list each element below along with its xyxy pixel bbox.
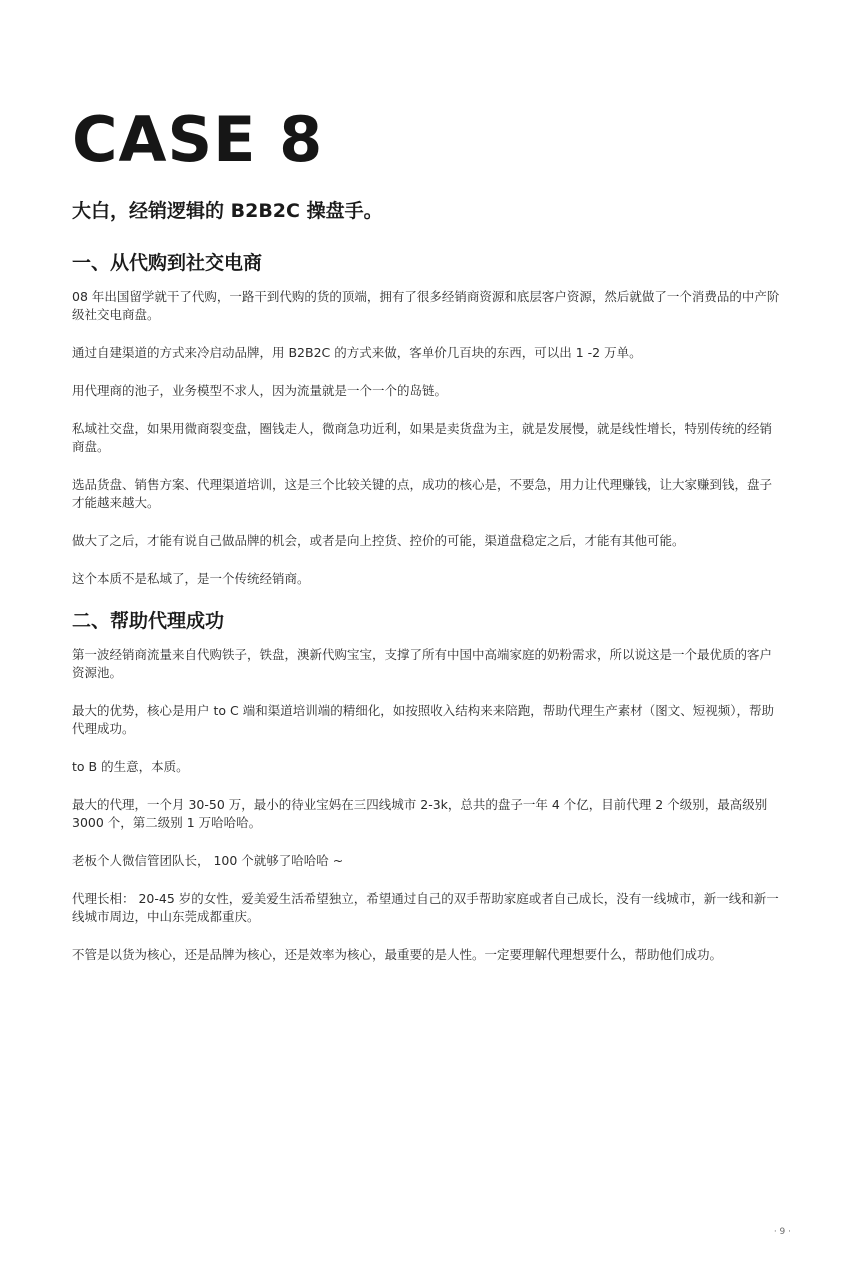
section-from-daigou-to-social-ecommerce <box>72 250 784 608</box>
paragraph: 私域社交盘，如果用微商裂变盘，圈钱走人，微商急功近利，如果是卖货盘为主，就是发展慢，就是线性增长，特别传统的经销商盘。 <box>72 421 773 454</box>
paragraph: 通过自建渠道的方式来冷启动品牌，用 B2B2C 的方式来做，客单价几百块的东西，可以出 1 -2 万单。 <box>72 345 642 360</box>
section-heading: 一、从代购到社交电商 <box>72 252 263 274</box>
paragraph: 最大的优势，核心是用户 to C 端和渠道培训端的精细化，如按照收入结构来来陪跑，帮助代理生产素材（图文、短视频），帮助代理成功。 <box>72 703 774 736</box>
paragraph: 最大的代理，一个月 30-50 万，最小的待业宝妈在三四线城市 2-3k，总共的盘子一年 4 个亿，目前代理 2 个级别，最高级别 3000 个，第二级别 1 万哈哈哈。 <box>72 797 768 830</box>
case-title: CASE 8 <box>72 103 324 176</box>
paragraph: 老板个人微信管团队长， 100 个就够了哈哈哈 ~ <box>72 853 344 868</box>
paragraph: 做大了之后，才能有说自己做品牌的机会，或者是向上控货、控价的可能，渠道盘稳定之后，才能有其他可能。 <box>72 533 685 548</box>
paragraph: 08 年出国留学就干了代购，一路干到代购的货的顶端，拥有了很多经销商资源和底层客户资源，然后就做了一个消费品的中产阶级社交电商盘。 <box>72 289 780 322</box>
paragraph: 用代理商的池子，业务模型不求人，因为流量就是一个一个的岛链。 <box>72 383 448 398</box>
page-number: · 9 · <box>773 1227 791 1237</box>
paragraph: 选品货盘、销售方案、代理渠道培训，这是三个比较关键的点，成功的核心是，不要急，用力让代理赚钱，让大家赚到钱，盘子才能越来越大。 <box>72 477 773 510</box>
paragraph: to B 的生意，本质。 <box>72 759 189 774</box>
paragraph: 不管是以货为核心，还是品牌为核心，还是效率为核心，最重要的是人性。一定要理解代理想要什么，帮助他们成功。 <box>72 947 723 962</box>
case-subtitle: 大白，经销逻辑的 B2B2C 操盘手。 <box>72 200 383 222</box>
section-heading: 二、帮助代理成功 <box>72 610 225 632</box>
paragraph: 第一波经销商流量来自代购铁子，铁盘，澳新代购宝宝，支撑了所有中国中高端家庭的奶粉需求，所以说这是一个最优质的客户资源池。 <box>72 647 773 680</box>
section-help-agents-succeed <box>72 608 784 984</box>
paragraph: 这个本质不是私域了，是一个传统经销商。 <box>72 571 310 586</box>
paragraph: 代理长相： 20-45 岁的女性，爱美爱生活希望独立，希望通过自己的双手帮助家庭或者自己成长，没有一线城市，新一线和新一线城市周边，中山东莞成都重庆。 <box>72 891 779 924</box>
